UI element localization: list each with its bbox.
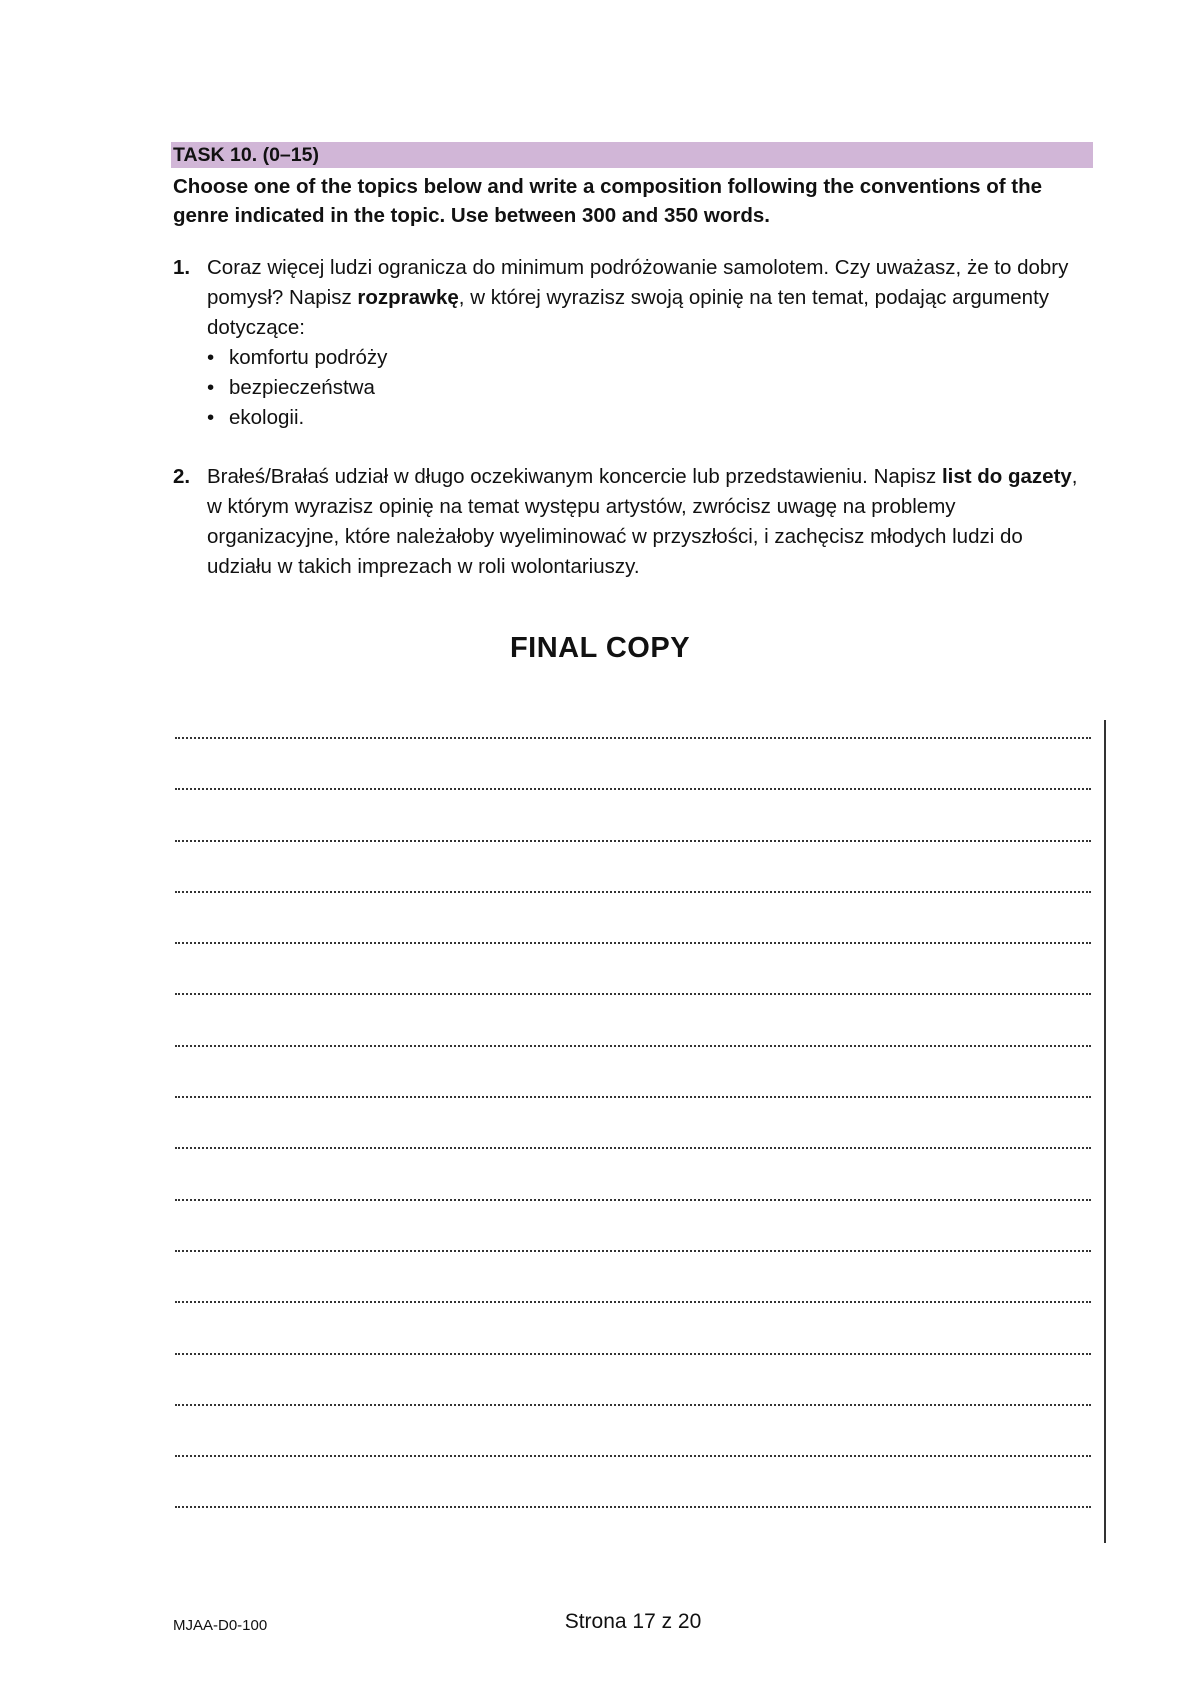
topic-2 bbox=[173, 462, 1093, 582]
topic-1 bbox=[173, 253, 1093, 433]
writing-lines[interactable] bbox=[175, 737, 1091, 1508]
list-item: • ekologii. bbox=[207, 403, 1093, 433]
writing-line[interactable] bbox=[175, 1047, 1091, 1098]
writing-line[interactable] bbox=[175, 893, 1091, 944]
list-item: • komfortu podróży bbox=[207, 343, 1093, 373]
writing-line[interactable] bbox=[175, 1457, 1091, 1508]
writing-line[interactable] bbox=[175, 842, 1091, 893]
topic-body: Coraz więcej ludzi ogranicza do minimum podróżowanie samolotem. Czy uważasz, że to dobry pomysł? Napisz rozprawkę, w której wyrazisz swoją opinię na ten temat, podając argumenty dotyczące: bbox=[207, 256, 1069, 339]
list-item: • bezpieczeństwa bbox=[207, 373, 1093, 403]
topic-number: 2. bbox=[173, 465, 191, 488]
margin-rule bbox=[1104, 720, 1106, 1543]
writing-line[interactable] bbox=[175, 739, 1091, 790]
writing-line[interactable] bbox=[175, 1149, 1091, 1200]
task-instructions: Choose one of the topics below and write a composition following the conventions of the genre indicated in the topic. Use between 300 and 350 words. bbox=[173, 175, 1042, 227]
final-copy-heading: FINAL COPY bbox=[509, 632, 691, 664]
writing-line[interactable] bbox=[175, 995, 1091, 1046]
writing-line[interactable] bbox=[175, 1201, 1091, 1252]
writing-line[interactable] bbox=[175, 790, 1091, 841]
task-title: TASK 10. (0–15) bbox=[173, 144, 319, 166]
exam-code: MJAA-D0-100 bbox=[173, 1617, 268, 1634]
genre-name: rozprawkę bbox=[357, 286, 459, 309]
topic-number: 1. bbox=[173, 256, 191, 279]
writing-line[interactable] bbox=[175, 1098, 1091, 1149]
topic-body: Brałeś/Brałaś udział w długo oczekiwanym koncercie lub przedstawieniu. Napisz list do gazety, w którym wyrazisz opinię na temat występu artystów, zwrócisz uwagę na problemy organizacyjne, które należałoby wyeliminować w przyszłości, i zachęcisz młodych ludzi do udziału w takich imprezach w roli wolontariuszy. bbox=[207, 465, 1078, 578]
writing-line[interactable] bbox=[175, 1406, 1091, 1457]
writing-line[interactable] bbox=[175, 1252, 1091, 1303]
writing-line[interactable] bbox=[175, 1355, 1091, 1406]
page-number: Strona 17 z 20 bbox=[564, 1610, 702, 1633]
writing-line[interactable] bbox=[175, 944, 1091, 995]
topic-argument-list bbox=[173, 343, 1093, 433]
genre-name: list do gazety bbox=[941, 465, 1072, 488]
writing-line[interactable] bbox=[175, 1303, 1091, 1354]
